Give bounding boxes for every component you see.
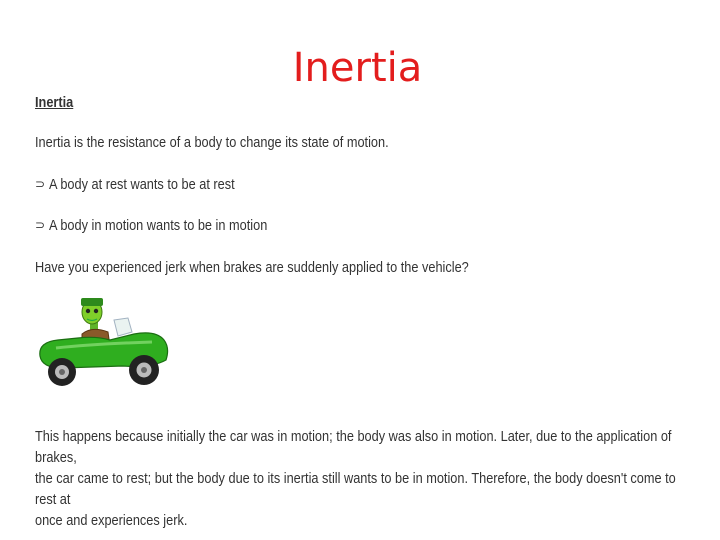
section-heading: Inertia [35, 94, 74, 111]
bullet-text: A body at rest wants to be at rest [49, 176, 235, 193]
paragraph-line: This happens because initially the car was in motion; the body was also in motion. Later, due to the application of brakes, [35, 428, 672, 466]
explanation-paragraph [35, 426, 698, 531]
slide-title: Inertia [292, 45, 423, 91]
bullet-item [35, 176, 267, 193]
paragraph-line: the car came to rest; but the body due to its inertia still wants to be in motion. Therefore, the body doesn't come to rest at [35, 470, 676, 508]
bullet-item [35, 217, 306, 234]
bullet-text: A body in motion wants to be in motion [49, 217, 268, 234]
bullet-marker: ⊃ [35, 218, 46, 232]
question-text: Have you experienced jerk when brakes are suddenly applied to the vehicle? [35, 259, 469, 276]
definition-text: Inertia is the resistance of a body to change its state of motion. [35, 134, 389, 151]
car-illustration [32, 298, 174, 392]
paragraph-line: once and experiences jerk. [35, 512, 188, 529]
bullet-marker: ⊃ [35, 177, 46, 191]
